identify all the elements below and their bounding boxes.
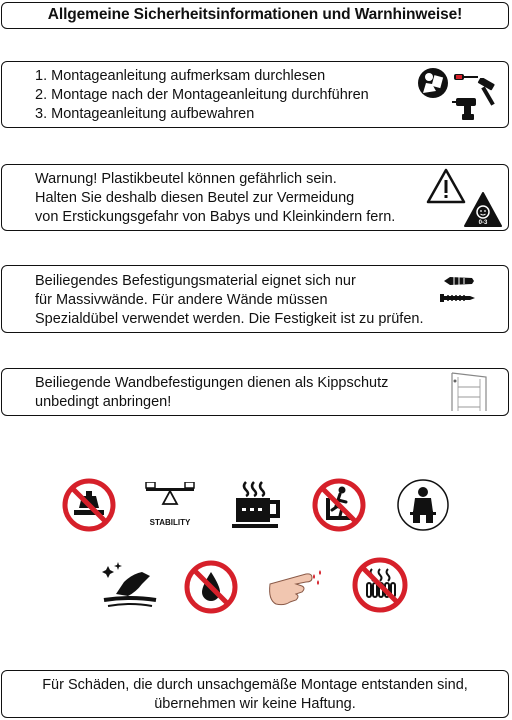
mounting-material-box: [1, 265, 509, 333]
screw-icon: [440, 293, 476, 303]
age-badge-text: 0-3: [478, 220, 488, 226]
hammer-icon: [474, 78, 504, 108]
tip-over-line-2: unbedingt anbringen!: [35, 394, 172, 410]
no-heavy-weight-icon: [62, 478, 116, 532]
read-manual-icon: [416, 67, 450, 99]
no-heat-radiator-icon: [352, 557, 408, 613]
wall-plug-icon: [442, 276, 476, 286]
wipe-clean-icon: [102, 560, 158, 610]
warning-line-2: Halten Sie deshalb diesen Beutel zur Vermeidung: [35, 190, 355, 206]
baby-age-warning-icon: [464, 192, 502, 228]
tip-over-line-1: Beiliegende Wandbefestigungen dienen als Kippschutz: [35, 375, 389, 391]
finger-injury-icon: [266, 564, 326, 608]
warning-line-1: Warnung! Plastikbeutel können gefährlich sein.: [35, 171, 337, 187]
shelf-wall-anchor-icon: [446, 371, 492, 413]
disclaimer-line-1: Für Schäden, die durch unsachgemäße Montage entstanden sind,: [42, 677, 468, 693]
no-climbing-icon: [312, 478, 366, 532]
assembly-instructions-box: [1, 61, 509, 128]
warning-line-3: von Erstickungsgefahr von Babys und Kleinkindern fern.: [35, 209, 396, 225]
stability-icon: [142, 482, 198, 530]
liability-disclaimer-box: [1, 670, 509, 718]
mounting-line-2: für Massivwände. Für andere Wände müssen: [35, 292, 328, 308]
hot-drink-icon: [232, 480, 282, 530]
mounting-line-3: Spezialdübel verwendet werden. Die Festigkeit ist zu prüfen.: [35, 311, 424, 327]
warning-exclamation-icon: [426, 168, 466, 204]
tip-over-protection-box: [1, 368, 509, 416]
instruction-line-1: 1. Montageanleitung aufmerksam durchlesen: [35, 68, 326, 84]
stability-label: STABILITY: [149, 518, 191, 527]
page-title: Allgemeine Sicherheitsinformationen und Warnhinweise!: [47, 6, 463, 23]
instruction-line-3: 3. Montageanleitung aufbewahren: [35, 106, 255, 122]
title-box: [1, 2, 509, 29]
no-sitting-icon: [396, 478, 450, 532]
plastic-bag-warning-box: [1, 164, 509, 231]
disclaimer-line-2: übernehmen wir keine Haftung.: [154, 696, 356, 712]
no-liquids-icon: [184, 560, 238, 614]
mounting-line-1: Beiliegendes Befestigungsmaterial eignet sich nur: [35, 273, 356, 289]
instruction-line-2: 2. Montage nach der Montageanleitung durchführen: [35, 87, 369, 103]
